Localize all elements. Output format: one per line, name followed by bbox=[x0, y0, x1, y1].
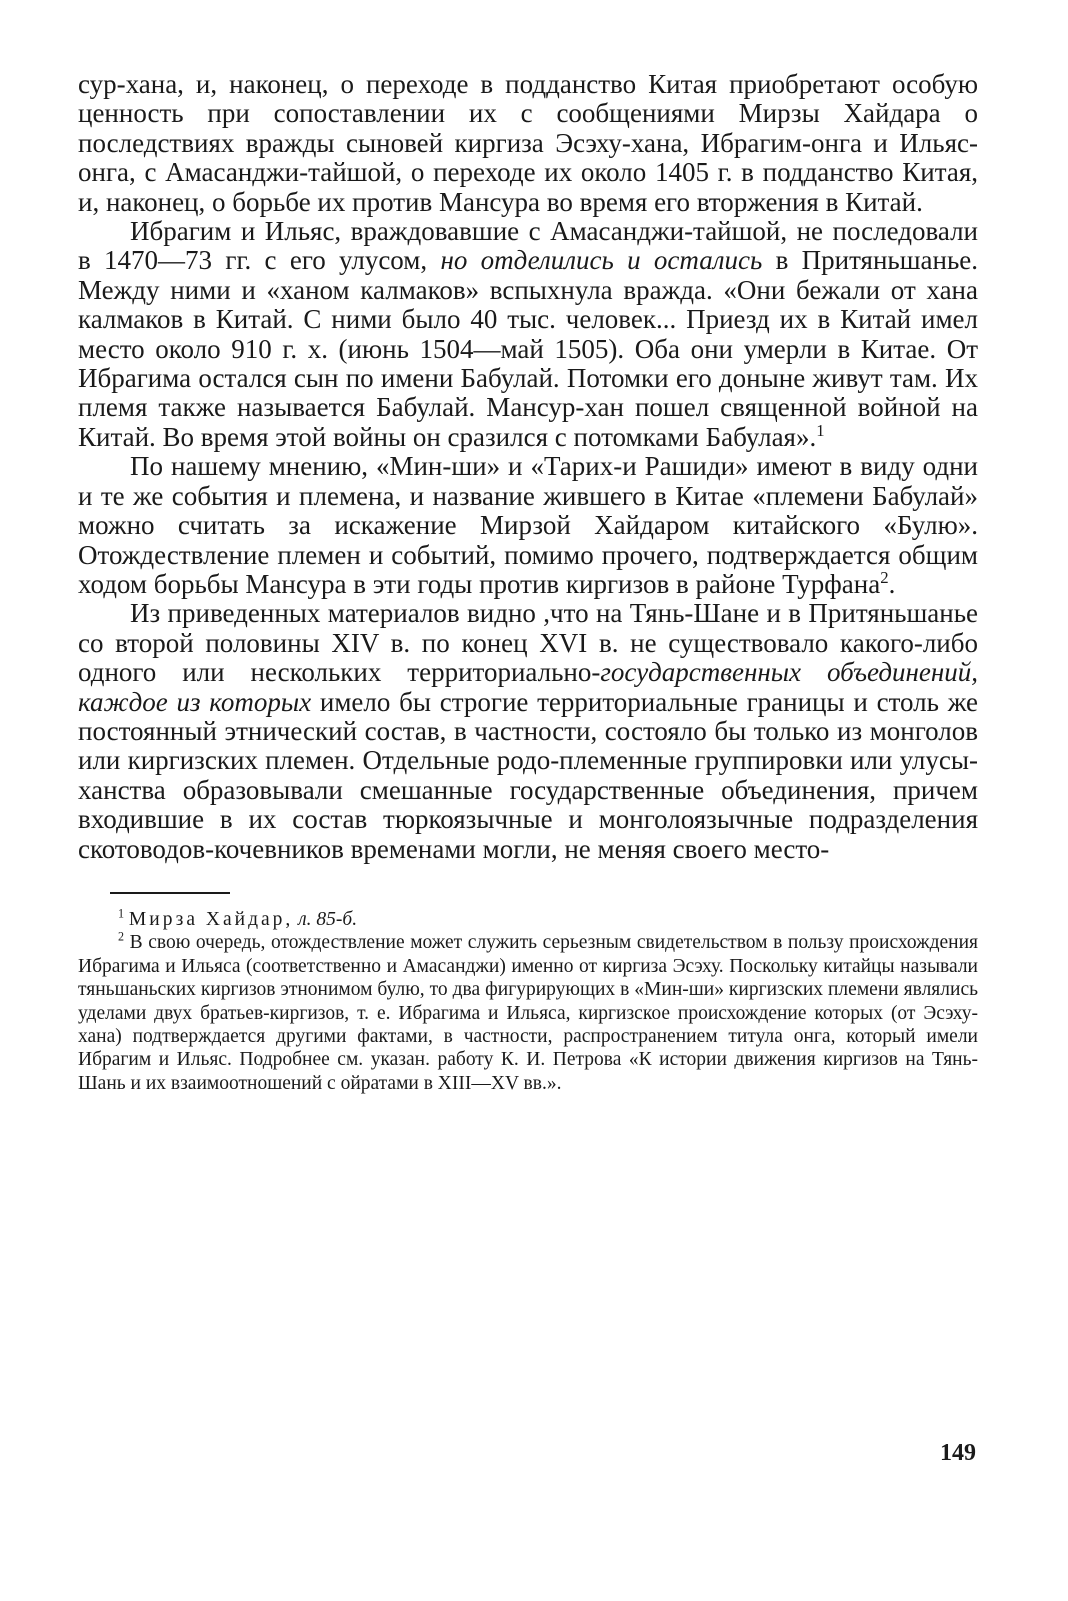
paragraph-2-italic: но отделились и остались bbox=[440, 245, 763, 276]
paragraph-3-end: . bbox=[888, 568, 896, 599]
footnote-1-author: Мирза Хайдар, bbox=[128, 908, 294, 930]
footnote-1 bbox=[78, 908, 978, 931]
page-number: 149 bbox=[940, 1440, 976, 1466]
paragraph-3-text: По нашему мнению, «Мин-ши» и «Тарих-и Рашиди» имеют в виду одни и те же события и племена, и название жившего в Китае «племени Бабулай» можно считать за искажение Мирзой Хайдаром китайского «Булю». Отождествление племен и событий, помимо прочего, подтверждается общим ходом борьбы Мансура в эти годы против киргизов в районе Турфана bbox=[78, 451, 978, 599]
paragraph-1: сур-хана, и, наконец, о переходе в подданство Китая приобретают особую ценность при сопоставлении их с сообщениями Мирзы Хайдара о последствиях вражды сыновей киргиза Эсэху-хана, Ибрагим-онга и Ильяс-онга, с Амасанджи-тайшой, о переходе их около 1405 г. в подданство Китая, и, наконец, о борьбе их против Мансура во время его вторжения в Китай. bbox=[78, 69, 978, 217]
footnote-2-number: 2 bbox=[118, 929, 125, 944]
paragraph-4-part-a: Из приведенных материалов видно ,что на Тянь-Шане и в Притяньшанье со второй половины XIV в. по конец XVI в. не существовало какого-либо одного или нескольких территориально- bbox=[78, 598, 978, 688]
footnote-ref-1[interactable]: 1 bbox=[816, 420, 825, 440]
paragraph-4 bbox=[78, 599, 978, 864]
footnote-2-text: В свою очередь, отождествление может служить серьезным свидетельством в пользу происхождения Ибрагима и Ильяса (соответственно и Амасанджи) именно от киргиза Эсэху. Поскольку китайцы называли тяньшаньских киргизов этнонимом булю, то два фигурирующих в «Мин-ши» киргизских племени являлись уделами двух братьев-киргизов, т. е. Ибрагима и Ильяса, киргизское происхождение которых (от Эсэху-хана) подтверждается другими фактами, в частности, распространением титула онга, который имели Ибрагим и Ильяс. Подробнее см. указан. работу К. И. Петрова «К истории движения киргизов на Тянь-Шань и их взаимоотношений с ойратами в XIII—XV вв.». bbox=[78, 932, 978, 1094]
paragraph-4-italic: государственных объединений, каждое из которых bbox=[78, 657, 978, 717]
paragraph-2-part-c: в Притяньшанье. Между ними и «ханом калмаков» вспыхнула вражда. «Они бежали от хана калмаков в Китай. С ними было 40 тыс. человек... Приезд их в Китай имел место около 910 г. х. (июнь 1504—май 1505). Оба они умерли в Китае. От Ибрагима остался сын по имени Бабулай. Потомки его доныне живут там. Их племя также называется Бабулай. Мансур-хан пошел священной войной на Китай. Во время этой войны он сразился с потомками Бабулая». bbox=[78, 245, 978, 452]
footnote-1-number: 1 bbox=[118, 906, 125, 921]
footnote-divider bbox=[110, 892, 230, 894]
footnotes bbox=[78, 908, 978, 1095]
paragraph-4-part-c: имело бы строгие территориальные границы и столь же постоянный этнический состав, в частности, состояло бы только из монголов или киргизских племен. Отдельные родо-племенные группировки или улусы-ханства образовывали смешанные государственные объединения, причем входившие в их состав тюркоязычные и монголоязычные подразделения скотоводов-кочевников временами могли, не меняя своего место- bbox=[78, 686, 978, 864]
paragraph-3 bbox=[78, 452, 978, 599]
footnote-2 bbox=[78, 931, 978, 1095]
paragraph-2-part-a: Ибрагим и Ильяс, враждовавшие с Амасанджи-тайшой, не последовали в 1470—73 гг. с его улусом, bbox=[78, 216, 978, 276]
footnote-ref-2[interactable]: 2 bbox=[880, 567, 889, 587]
main-text bbox=[78, 70, 978, 864]
paragraph-2 bbox=[78, 217, 978, 452]
footnote-1-reference: л. 85-б. bbox=[298, 908, 358, 930]
book-page bbox=[78, 70, 978, 1095]
